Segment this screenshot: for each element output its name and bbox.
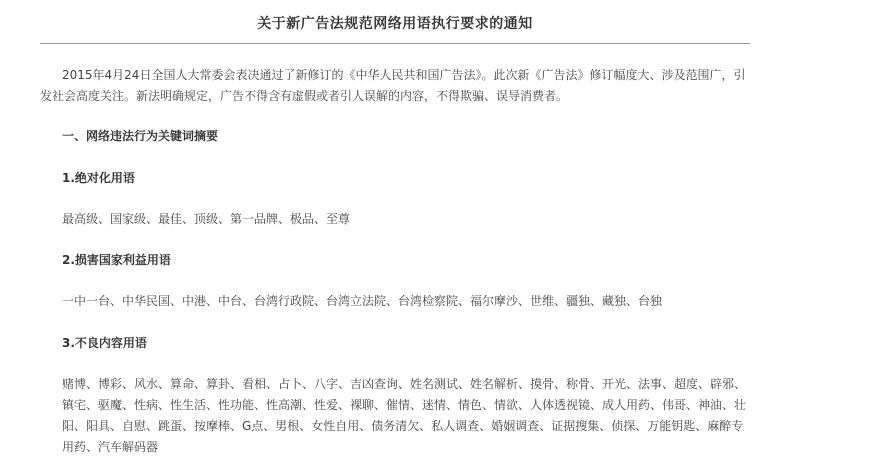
article-title: 关于新广告法规范网络用语执行要求的通知	[257, 16, 533, 32]
article	[40, 0, 750, 454]
title-divider	[40, 43, 750, 44]
terms-list-national-interest: 一中一台、中华民国、中港、中台、台湾行政院、台湾立法院、台湾检察院、福尔摩沙、世维、疆独、藏独、台独	[62, 294, 663, 308]
intro-paragraph: 2015年4月24日全国人大常委会表决通过了新修订的《中华人民共和国广告法》。此次新《广告法》修订幅度大、涉及范围广，引发社会高度关注。新法明确规定，广告不得含有虚假或者引人误解的内容，不得欺骗、误导消费者。	[40, 68, 746, 103]
subsection-heading-national-interest: 2.损害国家利益用语	[62, 253, 171, 267]
subsection-heading-bad-content: 3.不良内容用语	[62, 336, 147, 350]
section-heading: 一、网络违法行为关键词摘要	[62, 129, 219, 143]
subsection-heading-absolute-terms: 1.绝对化用语	[62, 171, 135, 185]
terms-list-bad-content: 赌博、博彩、风水、算命、算卦、看相、占卜、八字、吉凶查询、姓名测试、姓名解析、摸骨、称骨、开光、法事、超度、辟邪、镇宅、驱魔、性病、性生活、性功能、性高潮、性爱、裸聊、催情、迷情、情色、情欲、人体透视镜、成人用药、伟哥、神油、壮阳、阳具、自慰、跳蛋、按摩棒、G点、男根、女性自用、债务清欠、私人调查、婚姻调查、证据搜集、侦探、万能钥匙、麻醉专用药、汽车解码器	[62, 377, 747, 454]
terms-list-absolute: 最高级、国家级、最佳、顶级、第一品牌、极品、至尊	[62, 212, 351, 226]
